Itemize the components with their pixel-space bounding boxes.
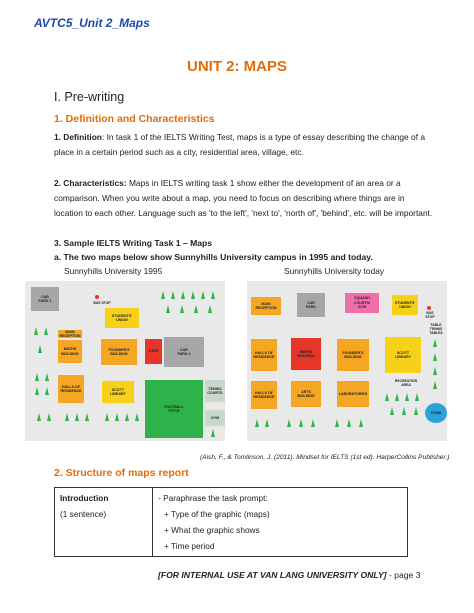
sample-heading: 3. Sample IELTS Writing Task 1 – Maps — [54, 238, 213, 248]
squash-courts-gym: SQUASH COURTS/ GYM — [345, 293, 379, 313]
halls-of-residence-today-1: HALLS OF RESIDENCE — [251, 339, 277, 371]
content-line: + Type of the graphic (maps) — [164, 509, 270, 519]
bus-stop-pin-icon — [95, 295, 99, 299]
page-footer — [158, 570, 420, 580]
table-tennis-label: TABLE TENNIS TABLES — [429, 323, 443, 335]
tree-icon — [414, 407, 418, 415]
subheading-structure: 2. Structure of maps report — [54, 467, 189, 479]
content-line: + Time period — [164, 541, 215, 551]
laboratories: LABORATORIES — [337, 381, 369, 407]
tree-icon — [347, 419, 351, 427]
tree-icon — [359, 419, 363, 427]
arts-building: ARTS BUILDING — [291, 381, 321, 407]
founders-building-today: FOUNDER'S BUILDING — [337, 339, 369, 371]
bus-stop-label-today: BUS STOP — [425, 311, 435, 319]
section-heading-prewriting: I. Pre-writing — [54, 90, 125, 104]
tree-icon — [171, 291, 175, 299]
characteristics-paragraph — [54, 176, 434, 221]
characteristics-text: Maps in IELTS writing task 1 show either the development of an area or a comparison. When you write about a map, you need to focus on describing where things are in location to each other. Language such as 'to the left', 'next to', 'north of', 'behind', etc. will be important. — [54, 178, 433, 218]
footer-page-number: - page 3 — [386, 570, 421, 580]
tree-icon — [44, 327, 48, 335]
tree-icon — [65, 413, 69, 421]
tree-icon — [255, 419, 259, 427]
tree-icon — [395, 393, 399, 401]
tree-icon — [390, 407, 394, 415]
football-pitch: FOOTBALL PITCH — [145, 380, 203, 438]
map-today — [247, 281, 447, 441]
tree-icon — [125, 413, 129, 421]
tennis-courts: TENNIS COURTS — [205, 380, 225, 402]
sample-question: a. The two maps below show Sunnyhills University campus in 1995 and today. — [54, 252, 373, 262]
map-caption-today: Sunnyhills University today — [284, 266, 385, 276]
tree-icon — [166, 305, 170, 313]
maths-building-1995: MATHS BUILDING — [58, 340, 82, 363]
map-caption-1995: Sunnyhills University 1995 — [64, 266, 163, 276]
table-cell-section — [55, 488, 153, 557]
tree-icon — [105, 413, 109, 421]
tree-icon — [433, 381, 437, 389]
halls-of-residence-today-2: HALLS OF RESIDENCE — [251, 381, 277, 409]
definition-label: 1. Definition — [54, 132, 102, 142]
document-header: AVTC5_Unit 2_Maps — [34, 16, 150, 30]
tree-icon — [47, 413, 51, 421]
tree-icon — [433, 367, 437, 375]
tree-icon — [405, 393, 409, 401]
students-union-today: STUDENTS' UNION — [392, 295, 418, 315]
tree-icon — [45, 373, 49, 381]
unit-title: UNIT 2: MAPS — [186, 58, 287, 75]
tree-icon — [433, 353, 437, 361]
tree-icon — [161, 291, 165, 299]
students-union-1995: STUDENTS' UNION — [105, 308, 139, 328]
tree-icon — [35, 387, 39, 395]
characteristics-label: 2. Characteristics: — [54, 178, 127, 188]
car-park-2: CAR PARK 2 — [164, 337, 204, 367]
tree-icon — [415, 393, 419, 401]
main-reception-1995: MAIN RECEPTION — [59, 329, 81, 338]
tree-icon — [211, 291, 215, 299]
recreation-area-label: RECREATION AREA — [394, 379, 418, 387]
car-park-today: CAR PARK — [297, 293, 325, 317]
main-reception-today: MAIN RECEPTION — [251, 297, 281, 315]
tree-icon — [115, 413, 119, 421]
tree-icon — [181, 291, 185, 299]
tree-icon — [35, 373, 39, 381]
tree-icon — [34, 327, 38, 335]
tree-icon — [299, 419, 303, 427]
tree-icon — [265, 419, 269, 427]
tree-icon — [385, 393, 389, 401]
definition-paragraph — [54, 130, 434, 160]
section-length: (1 sentence) — [60, 509, 107, 519]
citation: (Aish, F., & Tomlinson, J. (2011). Mindset for IELTS (1st ed). HarperCollins Publisher.) — [200, 454, 450, 461]
halls-of-residence-1995: HALLS OF RESIDENCE — [58, 375, 84, 403]
tree-icon — [75, 413, 79, 421]
tree-icon — [191, 291, 195, 299]
table-cell-content — [153, 488, 408, 557]
footer-label: [FOR INTERNAL USE AT VAN LANG UNIVERSITY ONLY] — [158, 570, 387, 580]
section-name: Introduction — [60, 493, 109, 503]
founders-building-1995: FOUNDER'S BUILDING — [101, 339, 137, 365]
tree-icon — [37, 413, 41, 421]
car-park-1: CAR PARK 1 — [31, 287, 59, 311]
definition-text: : In task 1 of the IELTS Writing Test, maps is a type of essay describing the change of a place in a certain period such as a city, residential area, village, etc. — [54, 132, 426, 157]
map-1995 — [25, 281, 225, 441]
table-row — [55, 488, 408, 557]
pond: POND — [425, 403, 447, 423]
maths-building-today: MATHS BUILDING — [291, 338, 321, 370]
tree-icon — [85, 413, 89, 421]
tree-icon — [201, 291, 205, 299]
content-line: + What the graphic shows — [164, 525, 260, 535]
gym-1995: GYM — [205, 410, 225, 426]
structure-table — [54, 487, 408, 557]
tree-icon — [335, 419, 339, 427]
tree-icon — [208, 305, 212, 313]
cafe-1995: CAFÉ — [145, 339, 162, 364]
tree-icon — [287, 419, 291, 427]
subheading-definition: 1. Definition and Characteristics — [54, 113, 215, 125]
tree-icon — [45, 387, 49, 395]
tree-icon — [311, 419, 315, 427]
tree-icon — [402, 407, 406, 415]
tree-icon — [433, 339, 437, 347]
tree-icon — [135, 413, 139, 421]
tree-icon — [180, 305, 184, 313]
tree-icon — [38, 345, 42, 353]
tree-icon — [211, 429, 215, 437]
bus-stop-label: BUS STOP — [93, 301, 111, 305]
scott-library-1995: SCOTT LIBRARY — [102, 381, 134, 403]
scott-library-today: SCOTT LIBRARY — [385, 337, 421, 373]
tree-icon — [194, 305, 198, 313]
content-line: - Paraphrase the task prompt: — [158, 493, 268, 503]
bus-stop-pin-icon — [427, 306, 431, 310]
